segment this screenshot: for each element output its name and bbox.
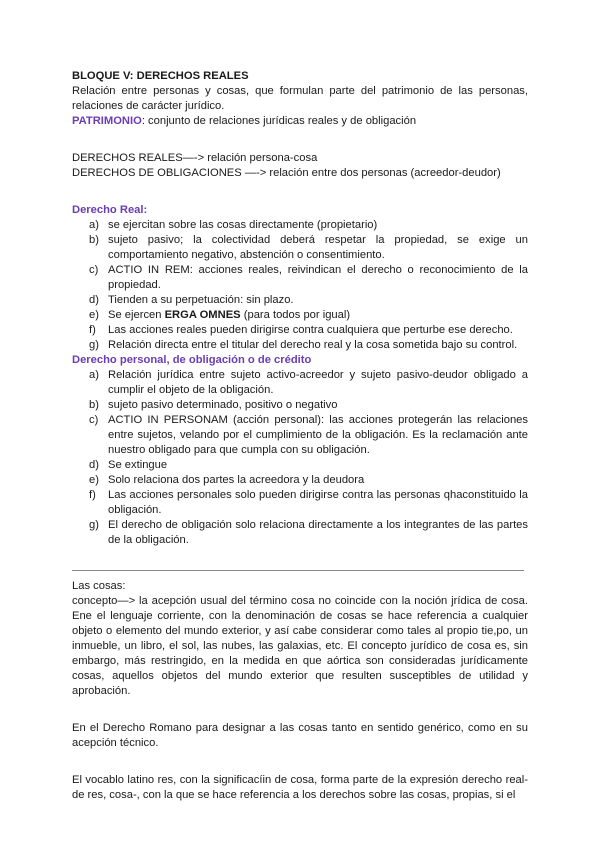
list-item-text: sujeto pasivo; la colectividad deberá respetar la propiedad, se exige un comportamiento negativo, abstención o consentimiento. — [108, 234, 528, 261]
list-item — [72, 368, 528, 398]
list-item — [72, 218, 528, 233]
list-item-text: Relación directa entre el titular del derecho real y la cosa sometida bajo su control. — [108, 339, 518, 351]
list-item — [72, 518, 528, 548]
list-item-text: Tienden a su perpetuación: sin plazo. — [108, 294, 294, 306]
list-item — [72, 338, 528, 353]
erga-omnes-bold: ERGA OMNES — [164, 309, 241, 321]
list-marker: c) — [89, 264, 99, 276]
list-marker: e) — [89, 474, 99, 486]
list-item — [72, 488, 528, 518]
list-marker: e) — [89, 309, 99, 321]
list-item — [72, 323, 528, 338]
list-item — [72, 308, 528, 323]
spacer — [72, 751, 528, 773]
list-item-text-pre: Se ejercen — [108, 309, 165, 321]
list-marker: a) — [89, 369, 99, 381]
list-marker: g) — [89, 339, 99, 351]
list-marker: d) — [89, 459, 99, 471]
derecho-romano-paragraph: En el Derecho Romano para designar a las cosas tanto en sentido genérico, como en su acepción técnico. — [72, 722, 528, 749]
spacer — [72, 571, 528, 579]
list-item-text-post: (para todos por igual) — [240, 309, 351, 321]
patrimonio-term: PATRIMONIO — [72, 115, 142, 127]
definition-derechos-reales: DERECHOS REALES—-> relación persona-cosa — [72, 152, 318, 164]
derecho-personal-heading: Derecho personal, de obligación o de crédito — [72, 354, 312, 366]
list-item — [72, 263, 528, 293]
list-item-text: El derecho de obligación solo relaciona directamente a los integrantes de las partes de la obligación. — [108, 519, 528, 546]
document-content — [72, 69, 528, 803]
cosas-heading: Las cosas: — [72, 580, 126, 592]
derecho-personal-list — [72, 368, 528, 548]
vocablo-latino-paragraph: El vocablo latino res, con la significacíin de cosa, forma parte de la expresión derecho real- de res, cosa-, con la que se hace referencia a los derechos sobre las cosas, propias, si el — [72, 774, 528, 801]
list-marker: f) — [89, 489, 96, 501]
list-item-text: Las acciones personales solo pueden dirigirse contra las personas qhaconstituido la obligación. — [108, 489, 528, 516]
definition-derechos-obligaciones: DERECHOS DE OBLIGACIONES —-> relación entre dos personas (acreedor-deudor) — [72, 167, 501, 179]
list-item-text: ACTIO IN REM: acciones reales, reivindican el derecho o reconocimiento de la propiedad. — [108, 264, 528, 291]
list-marker: d) — [89, 294, 99, 306]
list-item — [72, 398, 528, 413]
list-marker: g) — [89, 519, 99, 531]
list-item-text: sujeto pasivo determinado, positivo o negativo — [108, 399, 338, 411]
spacer — [72, 129, 528, 151]
list-item-text: Relación jurídica entre sujeto activo-acreedor y sujeto pasivo-deudor obligado a cumplir el objeto de la obligación. — [108, 369, 528, 396]
list-marker: a) — [89, 219, 99, 231]
list-item-text: ACTIO IN PERSONAM (acción personal): las acciones protegerán las relaciones entre sujetos, velando por el cumplimiento de la obligación. Es la reclamación ante nuestro obligado para que cumpla con su obligación. — [108, 414, 528, 456]
list-marker: c) — [89, 414, 99, 426]
list-item — [72, 413, 528, 458]
list-item — [72, 473, 528, 488]
list-item-text: se ejercitan sobre las cosas directamente (propietario) — [108, 219, 378, 231]
list-marker: b) — [89, 399, 99, 411]
spacer — [72, 548, 528, 570]
list-item — [72, 458, 528, 473]
list-item — [72, 293, 528, 308]
patrimonio-definition: : conjunto de relaciones jurídicas reales y de obligación — [141, 115, 417, 127]
spacer — [72, 699, 528, 721]
list-item — [72, 233, 528, 263]
spacer — [72, 181, 528, 203]
derecho-real-list — [72, 218, 528, 353]
list-item-text: Las acciones reales pueden dirigirse contra cualquiera que perturbe ese derecho. — [108, 324, 513, 336]
cosas-concepto-paragraph: concepto—> la acepción usual del término cosa no coincide con la noción jrídica de cosa. Ene el lenguaje corriente, con la denominación de cosas se hace referencia a cualquier objeto o elemento del mundo exterior, y así cabe considerar como tales al propio tie,po, un inmueble, un libro, el sol, las nubes, las galaxias, etc. El concepto jurídico de cosa es, sin embargo, más restringido, en la medida en que aórtica son consideradas jurídicamente cosas, aquellos objetos del mundo exterior que resulten susceptibles de utilidad y aprobación. — [72, 595, 528, 697]
list-marker: b) — [89, 234, 99, 246]
list-marker: f) — [89, 324, 96, 336]
document-title: BLOQUE V: DERECHOS REALES — [72, 70, 249, 82]
patrimonio-paragraph — [72, 114, 528, 129]
intro-paragraph: Relación entre personas y cosas, que formulan parte del patrimonio de las personas, relaciones de carácter jurídico. — [72, 85, 528, 112]
derecho-real-heading: Derecho Real: — [72, 204, 148, 216]
list-item-text: Solo relaciona dos partes la acreedora y la deudora — [108, 474, 365, 486]
list-item-text: Se extingue — [108, 459, 168, 471]
